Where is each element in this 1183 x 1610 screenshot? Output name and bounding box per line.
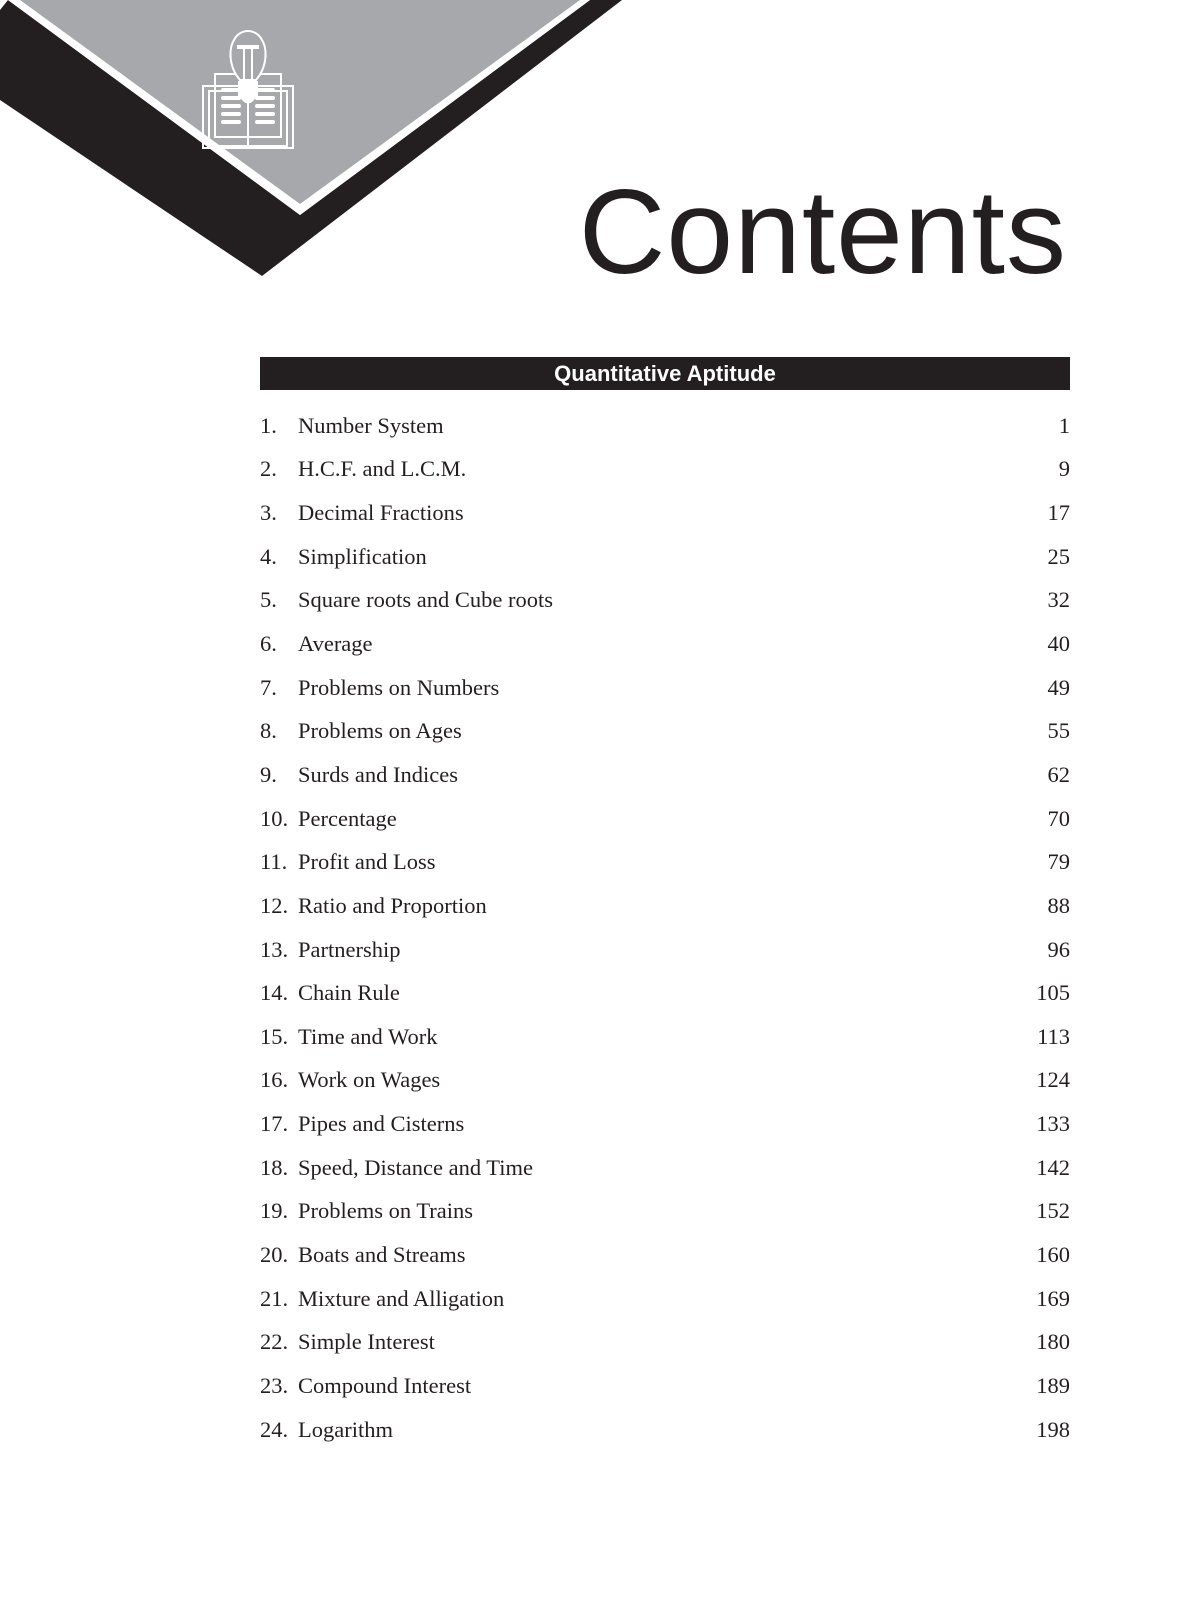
chapter-title: Compound Interest xyxy=(298,1372,472,1398)
toc-entry[interactable] xyxy=(260,971,1070,1015)
toc-entry[interactable] xyxy=(260,404,1070,448)
chapter-title: Surds and Indices xyxy=(298,761,458,787)
page-number: 55 xyxy=(1047,718,1070,744)
page-title: Contents xyxy=(578,165,1067,299)
chapter-title: Simple Interest xyxy=(298,1329,435,1355)
page-number: 160 xyxy=(1036,1241,1070,1267)
page-number: 198 xyxy=(1036,1416,1070,1442)
chapter-number: 19. xyxy=(260,1198,289,1224)
toc-entry[interactable] xyxy=(260,709,1070,753)
chapter-number: 9. xyxy=(260,761,277,787)
page-number: 70 xyxy=(1047,805,1070,831)
chevron-banner xyxy=(0,0,640,290)
page-number: 133 xyxy=(1036,1111,1070,1137)
chapter-number: 1. xyxy=(260,412,277,438)
page-number: 189 xyxy=(1036,1372,1070,1398)
toc-entry[interactable] xyxy=(260,579,1070,623)
page-number: 152 xyxy=(1036,1198,1070,1224)
chapter-title: Partnership xyxy=(298,936,401,962)
section-title: Quantitative Aptitude xyxy=(554,360,776,386)
chapter-number: 12. xyxy=(260,892,289,918)
page-number: 142 xyxy=(1036,1154,1070,1180)
chapter-title: Decimal Fractions xyxy=(298,500,464,526)
toc-entry[interactable] xyxy=(260,753,1070,797)
page-number: 124 xyxy=(1036,1067,1070,1093)
chapter-number: 10. xyxy=(260,805,289,831)
chapter-title: Simplification xyxy=(298,543,427,569)
page-number: 1 xyxy=(1058,412,1070,438)
toc-entry[interactable] xyxy=(260,1059,1070,1103)
page-number: 96 xyxy=(1047,936,1070,962)
chapter-number: 18. xyxy=(260,1154,289,1180)
chapter-number: 8. xyxy=(260,718,277,744)
chapter-number: 24. xyxy=(260,1416,289,1442)
chapter-title: Work on Wages xyxy=(298,1067,441,1093)
page-number: 169 xyxy=(1036,1285,1070,1311)
chapter-number: 22. xyxy=(260,1329,289,1355)
chapter-title: Problems on Trains xyxy=(298,1198,474,1224)
toc-entry[interactable] xyxy=(260,884,1070,928)
chapter-title: Logarithm xyxy=(298,1416,393,1442)
toc-entry[interactable] xyxy=(260,1277,1070,1321)
chapter-title: Chain Rule xyxy=(298,980,400,1006)
page-number: 9 xyxy=(1058,456,1070,482)
chapter-number: 15. xyxy=(260,1023,289,1049)
page-number: 105 xyxy=(1036,980,1070,1006)
toc-entry[interactable] xyxy=(260,1408,1070,1452)
section-header xyxy=(260,357,1070,390)
chapter-title: Square roots and Cube roots xyxy=(298,587,553,613)
toc-entry[interactable] xyxy=(260,1233,1070,1277)
toc-entry[interactable] xyxy=(260,1364,1070,1408)
chapter-number: 2. xyxy=(260,456,277,482)
page-number: 17 xyxy=(1047,500,1070,526)
chapter-title: H.C.F. and L.C.M. xyxy=(298,456,467,482)
page-number: 79 xyxy=(1047,849,1070,875)
chapter-number: 23. xyxy=(260,1372,289,1398)
chapter-number: 4. xyxy=(260,543,277,569)
toc-entry[interactable] xyxy=(260,928,1070,972)
chapter-title: Percentage xyxy=(298,805,397,831)
chapter-number: 7. xyxy=(260,674,277,700)
toc-entry[interactable] xyxy=(260,1190,1070,1234)
toc-entry[interactable] xyxy=(260,448,1070,492)
chapter-number: 16. xyxy=(260,1067,289,1093)
table-of-contents xyxy=(260,404,1070,1451)
chapter-title: Problems on Ages xyxy=(298,718,462,744)
page-number: 62 xyxy=(1047,761,1070,787)
chapter-number: 21. xyxy=(260,1285,289,1311)
chapter-number: 20. xyxy=(260,1241,289,1267)
page-number: 25 xyxy=(1047,543,1070,569)
toc-entry[interactable] xyxy=(260,622,1070,666)
chapter-title: Boats and Streams xyxy=(298,1241,466,1267)
chapter-number: 17. xyxy=(260,1111,289,1137)
chapter-number: 13. xyxy=(260,936,289,962)
chapter-title: Mixture and Alligation xyxy=(298,1285,505,1311)
chapter-number: 14. xyxy=(260,980,289,1006)
page-number: 32 xyxy=(1047,587,1070,613)
page-number: 49 xyxy=(1047,674,1070,700)
toc-entry[interactable] xyxy=(260,491,1070,535)
chapter-title: Time and Work xyxy=(298,1023,438,1049)
page-number: 40 xyxy=(1047,631,1070,657)
chapter-title: Profit and Loss xyxy=(298,849,436,875)
toc-entry[interactable] xyxy=(260,666,1070,710)
toc-entry[interactable] xyxy=(260,1015,1070,1059)
toc-entry[interactable] xyxy=(260,840,1070,884)
chapter-title: Speed, Distance and Time xyxy=(298,1154,533,1180)
chapter-title: Average xyxy=(298,631,373,657)
toc-entry[interactable] xyxy=(260,535,1070,579)
toc-entry[interactable] xyxy=(260,1102,1070,1146)
toc-entry[interactable] xyxy=(260,1146,1070,1190)
chapter-number: 11. xyxy=(260,849,288,875)
toc-entry[interactable] xyxy=(260,797,1070,841)
chapter-number: 6. xyxy=(260,631,277,657)
chapter-title: Pipes and Cisterns xyxy=(298,1111,465,1137)
chapter-title: Number System xyxy=(298,412,444,438)
chapter-title: Ratio and Proportion xyxy=(298,892,487,918)
page-number: 180 xyxy=(1036,1329,1070,1355)
page-number: 88 xyxy=(1047,892,1070,918)
chapter-title: Problems on Numbers xyxy=(298,674,500,700)
chapter-number: 5. xyxy=(260,587,277,613)
page-number: 113 xyxy=(1037,1023,1070,1049)
chapter-number: 3. xyxy=(260,500,277,526)
toc-entry[interactable] xyxy=(260,1320,1070,1364)
